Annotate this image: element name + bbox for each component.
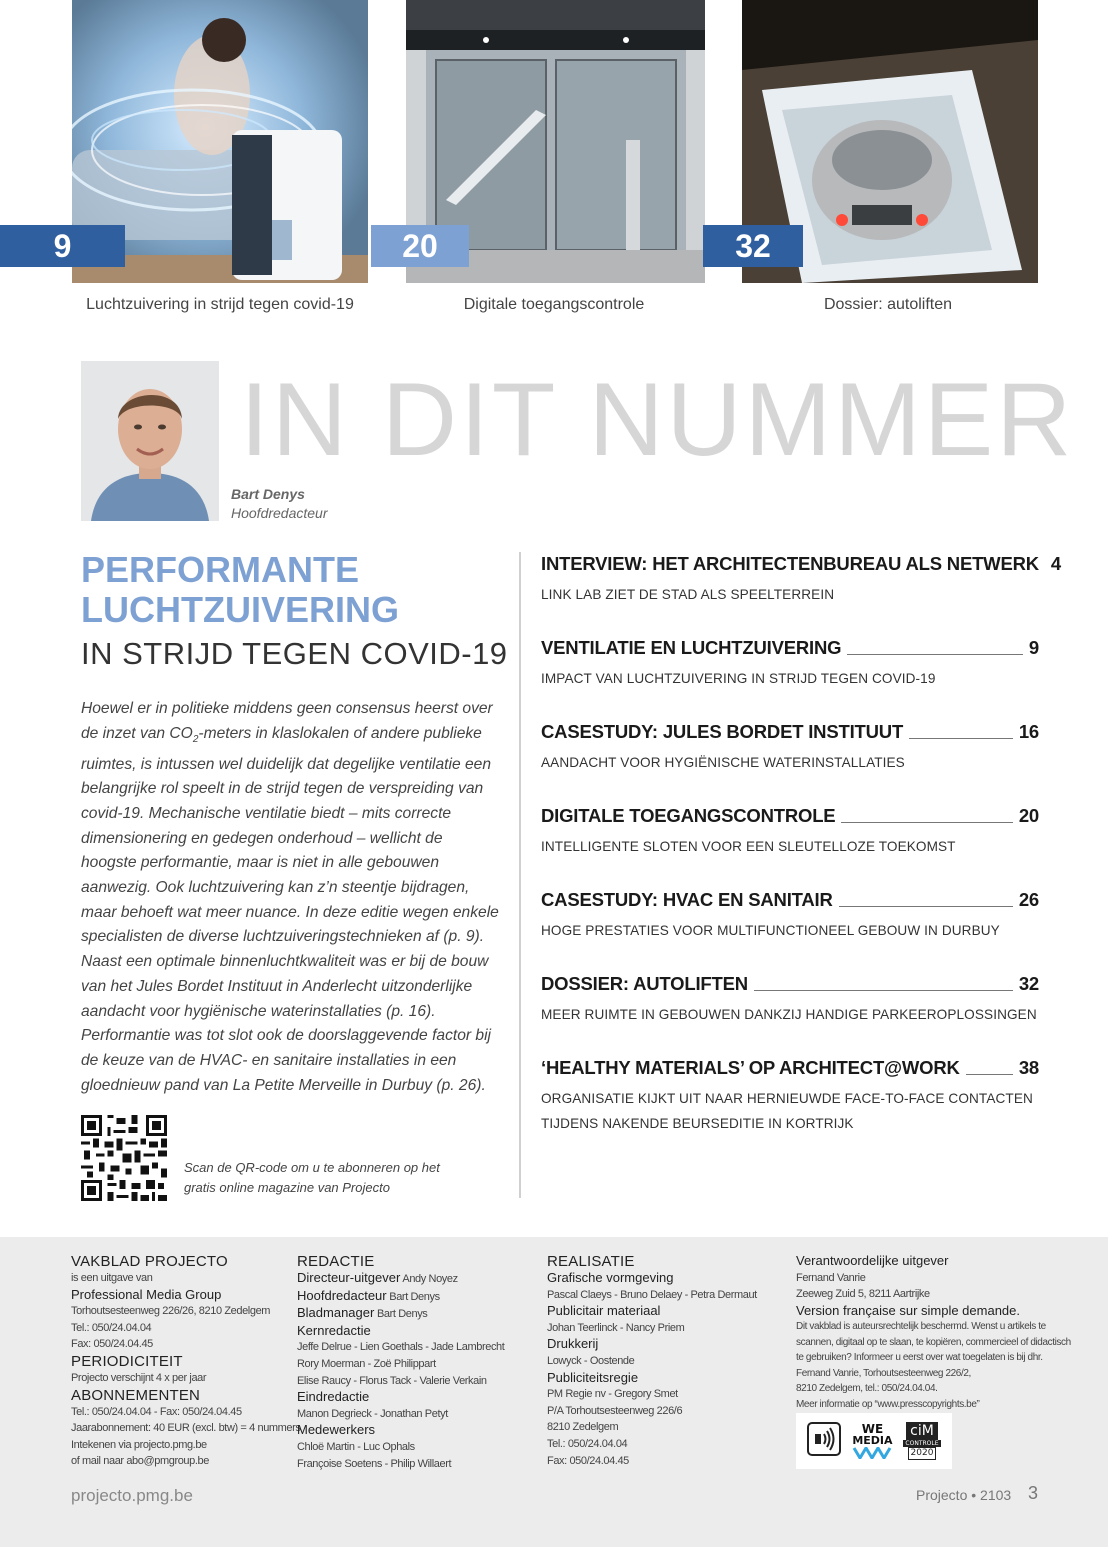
qr-caption: Scan de QR-code om u te abonneren op het gratis online magazine van Projecto [184, 1160, 440, 1195]
colophon-line: Chloë Martin - Luc Ophals [297, 1440, 415, 1453]
colophon-line: 8210 Zedelgem, tel.: 050/24.04.04. [796, 1383, 938, 1395]
footer-website-link[interactable]: projecto.pmg.be [71, 1486, 193, 1505]
colophon-line: Tel.: 050/24.04.04 - Fax: 050/24.04.45 [71, 1405, 242, 1418]
editor-photo [81, 361, 219, 521]
colophon-line: Torhoutsesteenweg 226/26, 8210 Zedelgem [71, 1305, 271, 1318]
toc-item[interactable] [541, 720, 1039, 804]
toc-item[interactable] [541, 1056, 1039, 1140]
lead-subtitle: IN STRIJD TEGEN COVID-19 [81, 636, 508, 671]
toc-item[interactable] [541, 972, 1039, 1056]
colophon-column-publisher [71, 1253, 301, 1470]
toc-title: ‘HEALTHY MATERIALS’ OP ARCHITECT@WORK [541, 1057, 960, 1078]
toc-subtitle: MEER RUIMTE IN GEBOUWEN DANKZIJ HANDIGE PARKEEROPLOSSINGEN [541, 1007, 1037, 1022]
toc-item[interactable] [541, 888, 1039, 972]
colophon-line: Johan Teerlinck - Nancy Priem [547, 1321, 685, 1334]
colophon-line: Lowyck - Oostende [547, 1354, 635, 1367]
feature-number-badge: 9 [0, 225, 125, 267]
subscribe-qr-code[interactable] [81, 1115, 167, 1201]
colophon-line: Jeffe Delrue - Lien Goethals - Jade Lambrecht [297, 1341, 505, 1354]
toc-subtitle: HOGE PRESTATIES VOOR MULTIFUNCTIONEEL GEBOUW IN DURBUY [541, 923, 1000, 938]
toc-page-number: 26 [1018, 889, 1039, 910]
colophon-line: Dit vakblad is auteursrechtelijk beschermd. Wenst u artikels te [796, 1321, 1046, 1333]
colophon-line: REDACTIE [297, 1253, 375, 1270]
feature-number-badge: 32 [703, 225, 803, 267]
editor-role: Hoofdredacteur [231, 505, 328, 521]
toc-subtitle: ORGANISATIE KIJKT UIT NAAR HERNIEUWDE FACE-TO-FACE CONTACTEN [541, 1091, 1033, 1106]
colophon-line: PERIODICITEIT [71, 1352, 183, 1370]
colophon-line: Pascal Claeys - Bruno Delaey - Petra Dermaut [547, 1288, 757, 1301]
colophon-line: Grafische vormgeving [547, 1270, 674, 1285]
column-divider [519, 552, 521, 1198]
colophon-line: Fax: 050/24.04.45 [547, 1454, 629, 1467]
colophon-line: Rory Moerman - Zoë Philippart [297, 1357, 436, 1370]
intro-paragraph: Naast een optimale binnenluchtkwaliteit was er bij de bouw van het Jules Bordet Instituut in Anderlecht uitzonderlijke aandacht voor hygiënische waterinstallaties (p. 16). [81, 953, 489, 1020]
colophon-line: Directeur-uitgever Andy Noyez [297, 1270, 458, 1285]
colophon-column-editorial [297, 1253, 504, 1472]
colophon-line: Publiciteitsregie [547, 1369, 639, 1385]
table-of-contents [541, 552, 1061, 1140]
editor-name: Bart Denys [231, 486, 305, 502]
footer-issue: Projecto • 2103 [916, 1487, 1012, 1503]
feature-caption: Digitale toegangscontrole [463, 296, 645, 313]
colophon-line: Françoise Soetens - Philip Willaert [297, 1457, 452, 1470]
cim-logo: ciM CONTROLE 2020 [905, 1423, 939, 1458]
feature-caption: Luchtzuivering in strijd tegen covid-19 [86, 296, 354, 313]
toc-page-number: 38 [1018, 1057, 1039, 1078]
intro-paragraph: Hoewel er in politieke middens geen consensus heerst over de inzet van $CO_2$-meters in klaslokalen of andere publieke ruimtes, is intussen wel duidelijk dat degelijke ventilatie een belangrijke rol speelt in de strijd tegen de verspreiding van covid-19. Mechanische ventilatie biedt – mits correcte dimensionering en gedegen onderhoud – wellicht de hoogste performantie, maar is niet in alle gebouwen aanwezig. Ook luchtzuivering kan z’n steentje bijdragen, maar behoeft wat meer nuance. In deze editie wegen enkele specialisten de diverse luchtzuiveringstechnieken af (p. 9). [81, 700, 499, 946]
colophon-line: Projecto verschijnt 4 x per jaar [71, 1371, 207, 1384]
colophon-line: Eindredactie [297, 1389, 370, 1405]
colophon-line: Meer informatie op “www.presscopyrights.be” [796, 1398, 980, 1410]
colophon-column-responsible [796, 1253, 1071, 1412]
toc-title: CASESTUDY: HVAC EN SANITAIR [541, 889, 833, 910]
colophon-line: Tel.: 050/24.04.04 [547, 1437, 628, 1450]
toc-item[interactable] [541, 804, 1039, 888]
toc-page-number: 20 [1018, 805, 1039, 826]
toc-title: DOSSIER: AUTOLIFTEN [541, 973, 748, 994]
toc-subtitle: IMPACT VAN LUCHTZUIVERING IN STRIJD TEGEN COVID-19 [541, 671, 936, 686]
colophon-line: Fernand Vanrie [796, 1271, 866, 1284]
colophon-line: Professional Media Group [71, 1286, 222, 1302]
colophon-line: Verantwoordelijke uitgever [796, 1253, 949, 1268]
feature-number-badge: 20 [371, 225, 469, 267]
toc-page-number: 32 [1018, 973, 1039, 994]
colophon-line: Intekenen via projecto.pmg.be [71, 1438, 207, 1451]
intro-paragraph: Performantie was tot slot ook de doorslaggevende factor bij de keuze van de HVAC- en sanitaire installaties in een gloednieuw pand van La Petite Merveille in Durbuy (p. 26). [81, 1027, 491, 1094]
colophon-line: Tel.: 050/24.04.04 [71, 1321, 152, 1334]
colophon-line: P/A Torhoutsesteenweg 226/6 [547, 1404, 683, 1417]
toc-page-number: 4 [1050, 553, 1061, 574]
page-title: IN DIT NUMMER [240, 362, 1075, 478]
toc-title: CASESTUDY: JULES BORDET INSTITUUT [541, 721, 904, 742]
colophon-line: ABONNEMENTEN [71, 1386, 201, 1404]
toc-item[interactable] [541, 636, 1039, 720]
certification-logos [796, 1413, 952, 1469]
lead-title-line-2: LUCHTZUIVERING [81, 589, 399, 630]
toc-title: INTERVIEW: HET ARCHITECTENBUREAU ALS NETWERK [541, 553, 1039, 574]
colophon-line: Fax: 050/24.04.45 [71, 1338, 153, 1351]
toc-subtitle: AANDACHT VOOR HYGIËNISCHE WATERINSTALLATIES [541, 755, 905, 770]
colophon-line: Bladmanager Bart Denys [297, 1305, 428, 1321]
colophon-line: Drukkerij [547, 1336, 599, 1352]
toc-page-number: 16 [1018, 721, 1039, 742]
toc-subtitle: TIJDENS NAKENDE BEURSEDITIE IN KORTRIJK [541, 1116, 854, 1131]
colophon-line: Manon Degrieck - Jonathan Petyt [297, 1407, 448, 1420]
toc-title: VENTILATIE EN LUCHTZUIVERING [541, 637, 842, 658]
colophon-line: te gebruiken? Informeer u eerst over wat toegelaten is bij dhr. [796, 1352, 1043, 1364]
toc-item[interactable] [541, 552, 1061, 636]
colophon-column-production [547, 1253, 757, 1469]
page-number: 3 [1028, 1483, 1039, 1503]
colophon-line: REALISATIE [547, 1253, 635, 1270]
colophon-line: is een uitgave van [71, 1272, 153, 1284]
colophon-line: Version française sur simple demande. [796, 1302, 1021, 1318]
lead-intro-text [81, 697, 501, 1098]
colophon-line: Elise Raucy - Florus Tack - Valerie Verkain [297, 1374, 487, 1387]
colophon-line: Medewerkers [297, 1422, 376, 1438]
colophon-line: Fernand Vanrie, Torhoutsesteenweg 226/2, [796, 1367, 971, 1379]
press-copyright-logo [807, 1422, 841, 1461]
colophon-line: scannen, digitaal op te slaan, te kopiëren, commercieel of didactisch [796, 1336, 1071, 1348]
colophon-line: of mail naar abo@pmgroup.be [71, 1455, 209, 1468]
toc-subtitle: LINK LAB ZIET DE STAD ALS SPEELTERREIN [541, 587, 835, 602]
colophon-line: VAKBLAD PROJECTO [71, 1253, 228, 1270]
lead-title-line-1: PERFORMANTE [81, 549, 359, 590]
feature-caption: Dossier: autoliften [823, 296, 953, 313]
colophon-line: 8210 Zedelgem [547, 1421, 619, 1434]
colophon-line: PM Regie nv - Gregory Smet [547, 1388, 678, 1401]
toc-title: DIGITALE TOEGANGSCONTROLE [541, 805, 836, 826]
colophon-line: Publicitair materiaal [547, 1303, 661, 1319]
colophon-line: Zeeweg Zuid 5, 8211 Aartrijke [796, 1288, 930, 1301]
toc-page-number: 9 [1028, 637, 1039, 658]
colophon-line: Hoofdredacteur Bart Denys [297, 1287, 440, 1303]
toc-subtitle: INTELLIGENTE SLOTEN VOOR EEN SLEUTELLOZE TOEKOMST [541, 839, 956, 854]
colophon-line: Kernredactie [297, 1322, 371, 1338]
colophon-line: Jaarabonnement: 40 EUR (excl. btw) = 4 nummers [71, 1422, 301, 1435]
we-media-logo: WE MEDIA [852, 1423, 892, 1459]
